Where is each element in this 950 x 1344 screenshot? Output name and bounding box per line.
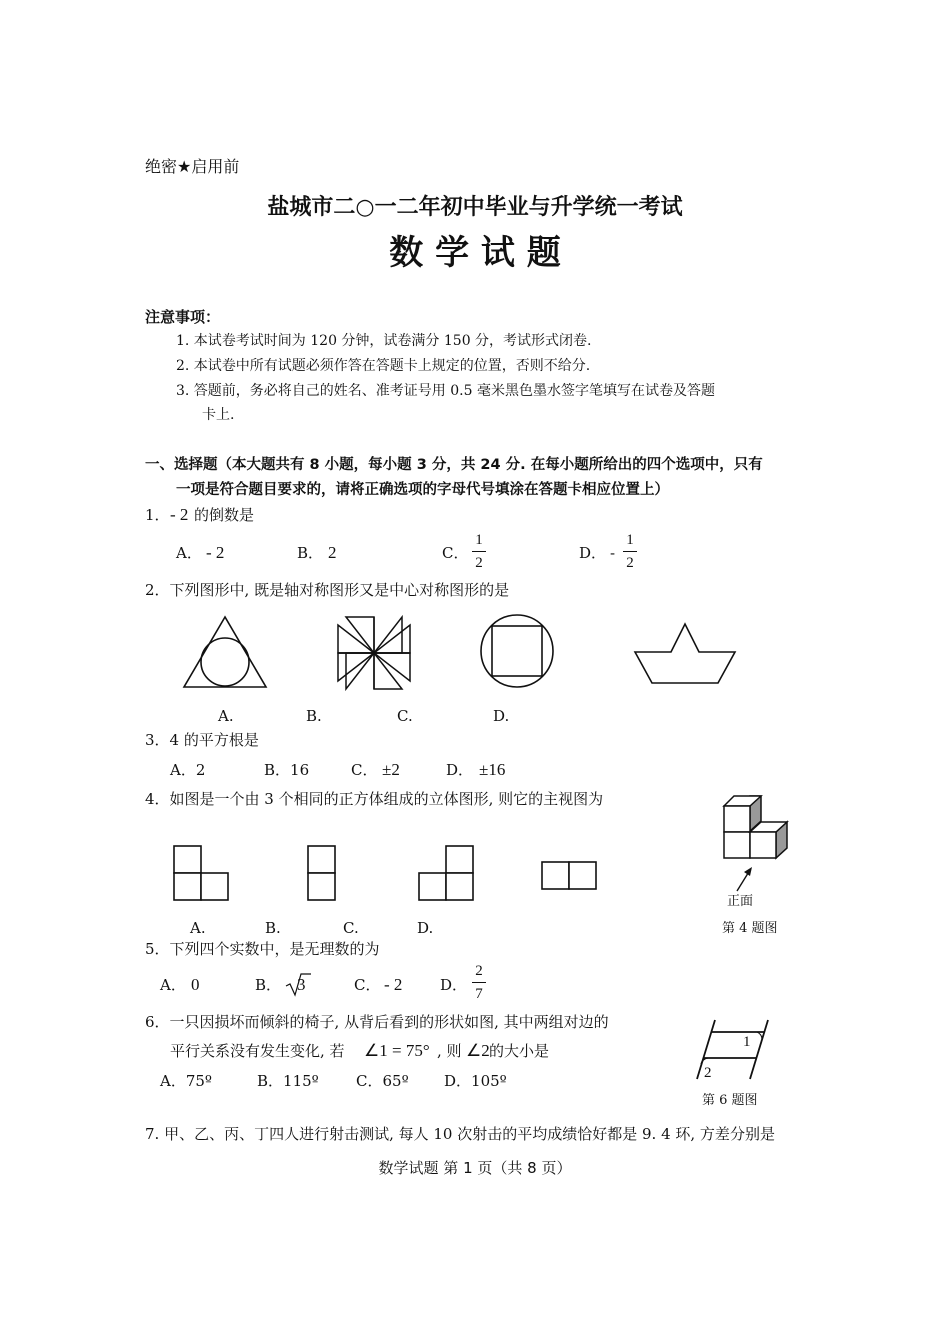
q5-option-b-label: B． — [255, 976, 282, 994]
q5-option-c: - 2 — [384, 975, 403, 994]
q6-option-b: B．115º — [257, 1072, 319, 1090]
q6-option-c: C．65º — [356, 1072, 409, 1090]
fraction-numerator: 1 — [626, 532, 634, 548]
q2-text: 2．下列图形中, 既是轴对称图形又是中心对称图形的是 — [145, 581, 510, 599]
q2-label-a: A. — [218, 707, 234, 725]
q5-option-a: 0 — [191, 975, 200, 994]
q5-option-a-label: A． — [160, 976, 186, 994]
exam-title: 盐城市二○一二年初中毕业与升学统一考试 — [267, 195, 683, 220]
q6-caption: 第 6 题图 — [702, 1093, 758, 1108]
fraction-numerator: 2 — [475, 963, 483, 979]
q1-expression: - 2 — [170, 505, 189, 524]
q1-option-b-label: B． — [297, 544, 324, 562]
q3-option-a: A．2 — [170, 761, 206, 779]
q5-option-b: 3 — [297, 975, 306, 994]
q3-option-c-label: C． — [351, 761, 378, 779]
q4-front-label: 正面 — [727, 894, 754, 909]
q4-label-d: D. — [417, 919, 434, 937]
q4-label-a: A. — [190, 919, 206, 937]
q3-option-b: B．16 — [264, 761, 310, 779]
q1-option-b: 2 — [328, 543, 337, 562]
q2-label-b: B. — [306, 707, 322, 725]
q3-text: 3．4 的平方根是 — [145, 731, 259, 749]
q6-text-line2-a: 平行关系没有发生变化, 若 — [170, 1042, 345, 1060]
page-footer: 数学试题 第 1 页（共 8 页） — [378, 1159, 572, 1177]
fraction-denominator: 2 — [626, 555, 634, 571]
subject-title: 数 学 试 题 — [389, 233, 561, 273]
q1-option-d-label: D． — [579, 544, 607, 562]
q6-text-line2-b: , 则 — [437, 1042, 462, 1060]
secret-label: 绝密★启用前 — [145, 157, 240, 176]
note-item-2: 2. 本试卷中所有试题必须作答在答题卡上规定的位置，否则不给分. — [176, 358, 591, 374]
section1-heading-cont: 一项是符合题目要求的，请将正确选项的字母代号填涂在答题卡相应位置上） — [176, 482, 669, 498]
note-item-3: 3. 答题前，务必将自己的姓名、准考证号用 0.5 毫米黑色墨水签字笔填写在试卷及答题 — [176, 383, 715, 399]
q7-text: 7. 甲、乙、丙、丁四人进行射击测试, 每人 10 次射击的平均成绩恰好都是 9. 4 环, 方差分别是 — [145, 1125, 775, 1143]
q4-caption: 第 4 题图 — [722, 921, 778, 936]
fraction-denominator: 7 — [475, 986, 483, 1002]
q2-label-c: C. — [397, 707, 413, 725]
q3-option-d: ±16 — [479, 760, 506, 779]
q6-figure-label-2: 2 — [704, 1065, 712, 1081]
q1-option-c-label: C． — [442, 544, 469, 562]
q1-option-a-label: A． — [176, 544, 202, 562]
q1-option-a: - 2 — [206, 543, 225, 562]
q4-label-b: B. — [265, 919, 281, 937]
q6-angle-equation: ∠1 = 75° — [364, 1041, 430, 1060]
note-item-3-cont: 卡上. — [202, 407, 235, 423]
q6-option-d: D．105º — [444, 1072, 507, 1090]
section1-heading: 一、选择题（本大题共有 8 小题，每小题 3 分，共 24 分. 在每小题所给出的四个选项中，只有 — [145, 457, 763, 473]
q4-label-c: C. — [343, 919, 359, 937]
q5-text: 5．下列四个实数中，是无理数的为 — [145, 940, 380, 958]
q6-option-a: A．75º — [160, 1072, 212, 1090]
fraction-denominator: 2 — [475, 555, 483, 571]
q2-label-d: D. — [493, 707, 510, 725]
q6-text-line2-c: 的大小是 — [489, 1042, 550, 1060]
q5-option-d-label: D． — [440, 976, 468, 994]
q6-figure-label-1: 1 — [743, 1034, 751, 1050]
q3-option-c: ±2 — [382, 760, 400, 779]
q4-text: 4．如图是一个由 3 个相同的正方体组成的立体图形, 则它的主视图为 — [145, 790, 604, 808]
q5-option-c-label: C． — [354, 976, 381, 994]
q1-number: 1． — [145, 506, 170, 524]
q1-option-d-sign: - — [610, 544, 616, 562]
q6-angle-2: ∠2 — [466, 1041, 490, 1060]
q3-option-d-label: D． — [446, 761, 474, 779]
notes-heading: 注意事项： — [145, 308, 221, 326]
note-item-1: 1. 本试卷考试时间为 120 分钟，试卷满分 150 分，考试形式闭卷. — [176, 333, 592, 349]
q6-text-line1: 6．一只因损坏而倾斜的椅子, 从背后看到的形状如图, 其中两组对边的 — [145, 1013, 609, 1031]
fraction-numerator: 1 — [475, 532, 483, 548]
q1-text: 的倒数是 — [194, 506, 255, 524]
